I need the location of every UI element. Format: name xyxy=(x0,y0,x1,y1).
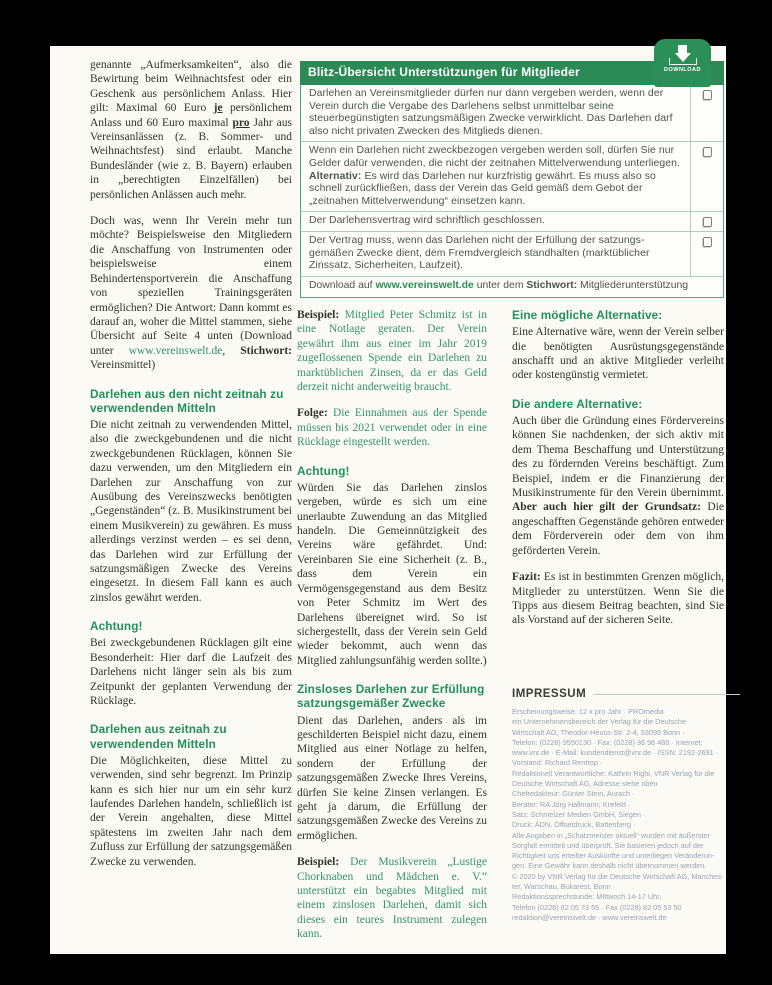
magazine-page xyxy=(50,46,726,954)
impressum-line: redaktion@vereinswelt.de · www.vereinswelt.de xyxy=(512,912,667,922)
download-badge[interactable] xyxy=(654,39,711,87)
body-paragraph xyxy=(512,570,724,628)
blitz-footer-row xyxy=(301,277,723,297)
body-paragraph xyxy=(297,481,487,668)
text-run: persönlichem Anlass und 60 Euro maximal xyxy=(90,102,293,129)
text-run: je xyxy=(213,102,223,115)
blitz-checklist xyxy=(300,85,724,298)
impressum-line: Richtigkeit uns erteilter Auskünfte und unterliegen Veränderun- xyxy=(512,851,715,861)
section-heading: Zinsloses Darlehen zur Erfüllung satzungsgemäßer Zwecke xyxy=(297,682,485,711)
text-run: Jahr aus Vereinsanlässen (z. B. Sommer- und Weihnachtsfest) sind erlaubt. Manche Bundesländer (wie z. B. Bayern) erlauben in „berechtigten Einzelfällen) bei persönlichen Anlässen auch mehr. xyxy=(90,116,292,201)
text-run: Die angeschafften Gegenstände gehören entweder dem Förderverein oder dem von ihm geförderten Verein. xyxy=(512,501,725,557)
body-paragraph xyxy=(297,855,487,941)
body-paragraph xyxy=(297,406,487,449)
impressum-header xyxy=(512,688,740,700)
checkbox[interactable] xyxy=(703,90,712,100)
download-tray xyxy=(669,58,697,65)
body-paragraph xyxy=(297,308,487,394)
text-run: Wenn ein Darlehen nicht zweckbezogen vergeben werden soll, dürfen Sie nur Gelder dafür verwenden, die nicht der zeitnahen Mittelverwendung unterliegen. xyxy=(309,145,681,169)
section-heading: Achtung! xyxy=(90,619,143,634)
article-column-middle xyxy=(297,308,487,954)
text-run: Alternativ: xyxy=(309,170,362,182)
text-run: Die Möglichkeiten, diese Mittel zu verwenden, sind sehr begrenzt. Im Prinzip kann es sich hier nur um ein sehr kurz laufendes Darlehen handeln, schließlich ist der Verein angehalten, diese Mittel spätestens im zweiten Jahr nach dem Zufluss zur Erfüllung der satzungsgemäßen Zwecke zu verwenden. xyxy=(90,754,292,868)
checklist-row xyxy=(301,232,723,277)
body-paragraph xyxy=(297,714,487,844)
checkbox[interactable] xyxy=(703,237,712,247)
body-paragraph xyxy=(90,754,292,869)
text-run: Der Vertrag muss, wenn das Darlehen nicht der Erfüllung der satzungs-gemäßen Zwecke dient, dem Fremdvergleich standhalten (marktüblicher Zinssatz, Sicherheiten, Laufzeit). xyxy=(309,234,650,272)
text-run: Auch über die Gründung eines Fördervereins können Sie nachdenken, der sich aktiv mit dem Thema Beschaffung und Unterstützung des zu fördernden Vereins beschäftigt. Zum Beispiel, indem er die Finanzierung der Musikinstrumente für den Verein übernimmt. xyxy=(512,415,724,500)
impressum-line: Vorstand: Richard Rentrop · xyxy=(512,758,603,768)
checklist-row-text xyxy=(301,85,690,141)
download-arrow-shaft xyxy=(678,45,687,53)
text-run: Vereinsmittel) xyxy=(90,359,156,372)
checkbox-cell xyxy=(690,232,723,276)
impressum-line: Sorgfalt ermittelt und überprüft. Sie basieren jedoch auf der xyxy=(512,840,704,850)
inline-link[interactable]: www.vereinswelt.de xyxy=(128,344,223,357)
text-run: Die Einnahmen aus der Spende müssen bis 2021 verwendet oder in eine Rücklage eingestellt werden. xyxy=(297,407,487,449)
text-run: Aber auch hier gilt der Grundsatz: xyxy=(512,501,701,514)
blitz-overview-box xyxy=(300,61,724,298)
body-paragraph xyxy=(512,325,724,383)
impressum-section xyxy=(512,688,740,923)
text-run: Mitgliederunterstützung xyxy=(577,279,689,291)
text-run: Stichwort: xyxy=(526,279,578,291)
impressum-line: www.vnr.de · E-Mail: kundendienst@vnr.de · ISSN: 2192-2691 · xyxy=(512,748,719,758)
text-run: Folge: xyxy=(297,407,328,420)
impressum-line: Deutsche Wirtschaft AG, Adresse siehe oben xyxy=(512,779,658,789)
text-run: Die nicht zeitnah zu verwendenden Mittel, also die zweckgebundenen und die nicht zweckgebundenen Rücklagen, können Sie dazu verwenden, um den Mitgliedern ein Darlehen zur Anschaffung von zur Ausübung des Vereinszwecks benötigten „Gegenständen“ (z. B. Musikinstrument bei einem Musikverein) zu gewähren. Es muss allerdings verzinst werden – es sei denn, das Darlehen wird zur Erfüllung der satzungsmäßigen Zwecke des Vereins eingesetzt. In diesem Fall kann es auch zinslos gewährt werden. xyxy=(90,418,292,604)
impressum-line: Satz: Schmelzer Medien GmbH, Siegen · xyxy=(512,809,646,819)
impressum-title: IMPRESSUM xyxy=(512,688,587,700)
text-run: Fazit: xyxy=(512,571,541,584)
impressum-line: Druck: ADN, Offsetdruck, Battenberg · xyxy=(512,820,636,830)
body-paragraph xyxy=(512,414,724,558)
impressum-line: Berater: RA Jörg Hallmann, Krefeld · xyxy=(512,799,631,809)
checklist-row xyxy=(301,85,723,142)
text-run: unter dem xyxy=(473,279,527,291)
text-run: genannte „Aufmerksamkeiten“, also die Bewirtung beim Weihnachtsfest oder ein Geschenk aus persönlichem Anlass. Hier gilt: Maximal 60 Euro xyxy=(90,59,292,115)
section-heading: Darlehen aus den nicht zeitnah zu verwendenden Mitteln xyxy=(90,386,284,415)
checkbox-cell xyxy=(690,212,723,231)
download-badge-label: DOWNLOAD xyxy=(664,67,701,73)
inline-link[interactable]: www.vereinswelt.de xyxy=(375,279,474,291)
impressum-line: ter, Warschau, Bukarest, Bonn · xyxy=(512,882,616,892)
impressum-line: ein Unternehmensbereich der Verlag für die Deutsche xyxy=(512,717,687,727)
text-run: Beispiel: xyxy=(297,309,340,321)
body-paragraph xyxy=(90,58,292,202)
checklist-row-text xyxy=(301,232,690,276)
text-run: Doch was, wenn Ihr Verein mehr tun möchte? Beispielsweise den Mitgliedern die Anschaffung von Instrumenten oder beispielsweise einem Behindertensportverein die Anschaffung von speziellen Trainingsgeräten ermöglichen? Die Antwort: Dann kommt es darauf an, woher die Mittel stammen, siehe Übersicht auf Seite 4 unten (Download unter xyxy=(90,215,292,357)
text-run: Darlehen an Vereinsmitglieder dürfen nur dann vergeben werden, wenn der Verein durch die Vergabe des Darlehens selbst unmittelbar seine steuerbegünstigten satzungsmäßigen Zwecke verwirklicht. Das Darlehen darf also nicht privaten Zwecken des Mitglieds dienen. xyxy=(309,88,673,137)
checklist-row-text xyxy=(301,212,690,231)
article-column-right xyxy=(512,308,724,640)
text-run: Mitglied Peter Schmitz ist in eine Notlage geraten. Der Verein gewährt ihm aus einer im Jahr 2019 zugeflossenen Spende ein Darlehen zu marktüblichen Zinsen, da er das Geld derzeit nicht anderweitig braucht. xyxy=(297,309,487,394)
text-run: Würden Sie das Darlehen zinslos vergeben, würde es sich um eine unerlaubte Zuwendung an das Mitglied handeln. Die Gemeinnützigkeit des Vereins wäre gefährdet. Und: Vereinbaren Sie eine Sicherheit (z. B., dass dem Verein ein Vermögensgegenstand aus dem Besitz von Peter Schmitz im Wert des Darlehens übereignet wird. So ist sichergestellt, dass der Verein sein Geld wieder bekommt, auch wenn das Mitglied zahlungsunfähig werden sollte.) xyxy=(297,481,487,667)
text-run: Es ist in bestimmten Grenzen möglich, Mitglieder zu unterstützen. Wenn Sie die Tipps aus diesem Beitrag beachten, sind Sie als Vorstand auf der sicheren Seite. xyxy=(512,571,724,627)
impressum-line: Chefredakteur: Günter Stein, Aurach · xyxy=(512,789,635,799)
blitz-footer-text xyxy=(301,277,696,297)
body-paragraph xyxy=(90,636,292,708)
impressum-line: Telefon: (0228) 9550130 · Fax: (0228) 36 96 480 · Internet: xyxy=(512,737,703,747)
checkbox-cell xyxy=(690,142,723,211)
text-run: Dient das Darlehen, anders als im geschilderten Beispiel nicht dazu, einem Mitglied aus einer Notlage zu helfen, sondern der Erfüllung der satzungsgemäßen Zwecke Ihres Vereins, dürfen Sie keine Zinsen verlangen. Es geht ja darum, die Erfüllung der satzungsgemäßen Zwecke des Vereins zu ermöglichen. xyxy=(297,714,487,842)
impressum-line: Telefon (0228) 82 05 73 55 · Fax (0228) 82 05 53 50 xyxy=(512,902,682,912)
impressum-line: Alle Angaben in „Schatzmeister aktuell“ wurden mit äußerster xyxy=(512,830,710,840)
text-run: Eine Alternative wäre, wenn der Verein selber die benötigten Ausrüstungsgegenstände anschafft und an aktive Mitglieder verleiht oder kostengünstig vermietet. xyxy=(512,326,724,382)
checklist-row xyxy=(301,212,723,232)
text-run: Es wird das Darlehen nur kurzfristig gewährt. Es muss also so schnell zurückfließen, dass der Verein das Geld gemäß dem Gebot der „zeitnahen Mittelverwendung“ einsetzen kann. xyxy=(309,170,656,207)
text-run: Der Darlehensvertrag wird schriftlich geschlossen. xyxy=(309,215,545,227)
text-run: Beispiel: xyxy=(297,856,340,869)
impressum-line: Wirtschaft AG, Theodor-Heuss-Str. 2-4, 53095 Bonn · xyxy=(512,727,685,737)
section-heading: Die andere Alternative: xyxy=(512,396,643,411)
checkbox[interactable] xyxy=(703,147,712,157)
text-run: , xyxy=(222,344,241,357)
text-run: Stichwort: xyxy=(240,344,292,357)
text-run: Der Musikverein „Lustige Chorknaben und Mädchen e. V.“ unterstützt ein begabtes Mitglied mit einem zinslosen Darlehen, damit sich dieses ein teures Instrument zulegen kann. xyxy=(297,856,487,941)
impressum-line: Redaktionssprechstunde: Mittwoch 14-17 Uhr, xyxy=(512,892,662,902)
checklist-row-text xyxy=(301,142,690,211)
impressum-line: gen. Eine Gewähr kann deshalb nicht übernommen werden. xyxy=(512,861,707,871)
text-run: Download auf xyxy=(309,279,376,291)
divider xyxy=(593,694,740,695)
checkbox[interactable] xyxy=(703,217,712,227)
impressum-text xyxy=(512,707,740,923)
section-heading: Eine mögliche Alternative: xyxy=(512,308,663,322)
blitz-box-title: Blitz-Übersicht Unterstützungen für Mitglieder xyxy=(300,61,724,85)
impressum-line: Erscheinungsweise: 12 x pro Jahr · PROmedia xyxy=(512,707,664,716)
body-paragraph xyxy=(90,418,292,605)
impressum-line: Redaktionell Verantwortliche: Kathrin Righi, VNR Verlag für die xyxy=(512,768,715,778)
impressum-line: © 2020 by VNR Verlag für die Deutsche Wirtschaft AG, Manches- xyxy=(512,871,724,881)
section-heading: Achtung! xyxy=(297,463,350,478)
checkbox-cell xyxy=(690,85,723,141)
text-run: Bei zweckgebundenen Rücklagen gilt eine Besonderheit: Hier darf die Laufzeit des Darlehens nicht länger sein als bis zum Zeitpunkt der geplanten Verwendung der Rücklage. xyxy=(90,637,292,708)
download-arrow-icon xyxy=(669,45,697,65)
article-column-left xyxy=(90,58,292,881)
checklist-row xyxy=(301,142,723,212)
section-heading: Darlehen aus zeitnah zu verwendenden Mitteln xyxy=(90,722,227,751)
body-paragraph xyxy=(90,214,292,372)
text-run: pro xyxy=(232,116,250,129)
